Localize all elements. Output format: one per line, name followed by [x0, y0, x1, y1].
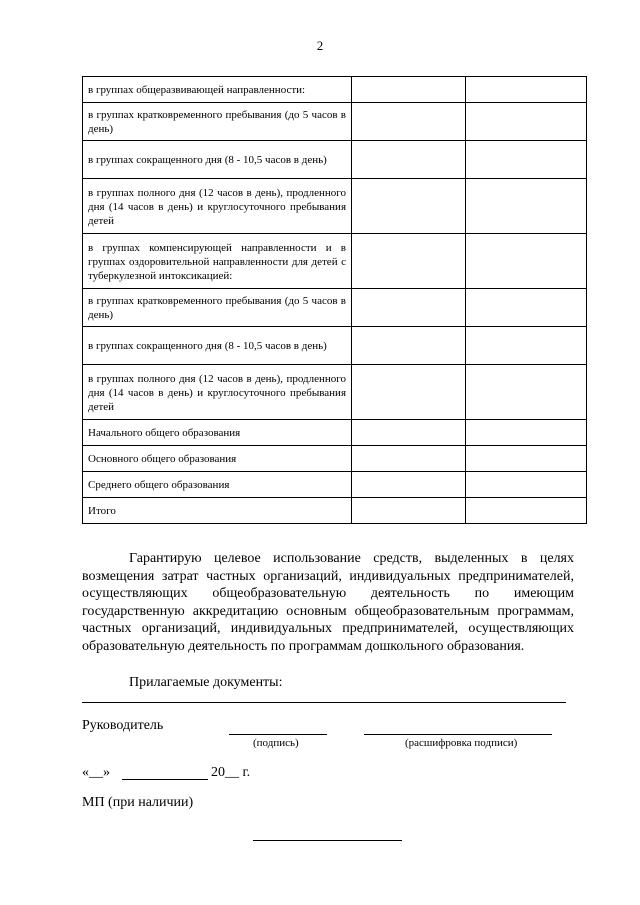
value-cell[interactable] [466, 103, 587, 141]
value-cell[interactable] [466, 472, 587, 498]
value-cell[interactable] [466, 420, 587, 446]
value-cell[interactable] [352, 141, 466, 179]
row-label: в группах кратковременного пребывания (до 5 часов в день) [83, 289, 352, 327]
table-row [83, 327, 587, 365]
date-year: 20__ г. [211, 765, 251, 780]
value-cell[interactable] [352, 103, 466, 141]
value-cell[interactable] [466, 234, 587, 289]
signature-decoding-caption: (расшифровка подписи) [405, 737, 518, 749]
signature-line[interactable] [229, 734, 327, 735]
table-row [83, 103, 587, 141]
value-cell[interactable] [352, 498, 466, 524]
row-label: в группах сокращенного дня (8 - 10,5 часов в день) [83, 141, 352, 179]
attached-documents-label: Прилагаемые документы: [129, 675, 283, 690]
value-cell[interactable] [352, 446, 466, 472]
value-cell[interactable] [352, 234, 466, 289]
value-cell[interactable] [466, 77, 587, 103]
value-cell[interactable] [466, 179, 587, 234]
row-label: в группах полного дня (12 часов в день), продленного дня (14 часов в день) и круглосуточного пребывания детей [83, 179, 352, 234]
row-label: в группах компенсирующей направленности и в группах оздоровительной направленности для детей с туберкулезной интоксикацией: [83, 234, 352, 289]
table-row [83, 498, 587, 524]
table-row [83, 472, 587, 498]
row-label: Среднего общего образования [83, 472, 352, 498]
row-label: в группах сокращенного дня (8 - 10,5 часов в день) [83, 327, 352, 365]
table-row [83, 234, 587, 289]
row-label: Основного общего образования [83, 446, 352, 472]
date-month-line[interactable] [122, 779, 208, 780]
value-cell[interactable] [466, 141, 587, 179]
table-row [83, 179, 587, 234]
table-row [83, 77, 587, 103]
row-label: Итого [83, 498, 352, 524]
guarantee-paragraph: Гарантирую целевое использование средств, выделенных в целях возмещения затрат частных организаций, индивидуальных предпринимателей, осуществляющих общеобразовательную деятельность по имеющим государственную аккредитацию основным общеобразовательным программам, частных организаций, индивидуальных предпринимателей, осуществляющих образовательную деятельность по программам дошкольного образования. [82, 551, 574, 654]
value-cell[interactable] [352, 179, 466, 234]
subsidy-table [82, 76, 587, 524]
table-row [83, 420, 587, 446]
page-number: 2 [316, 38, 324, 53]
attached-documents-line[interactable] [82, 702, 566, 703]
signature-caption: (подпись) [253, 737, 299, 749]
row-label: в группах общеразвивающей направленности: [83, 77, 352, 103]
head-label: Руководитель [82, 718, 164, 733]
value-cell[interactable] [352, 420, 466, 446]
row-label: Начального общего образования [83, 420, 352, 446]
value-cell[interactable] [466, 498, 587, 524]
value-cell[interactable] [466, 446, 587, 472]
row-label: в группах полного дня (12 часов в день), продленного дня (14 часов в день) и круглосуточного пребывания детей [83, 365, 352, 420]
value-cell[interactable] [352, 327, 466, 365]
value-cell[interactable] [352, 472, 466, 498]
value-cell[interactable] [352, 289, 466, 327]
value-cell[interactable] [466, 289, 587, 327]
table-row [83, 289, 587, 327]
value-cell[interactable] [352, 77, 466, 103]
signature-decoding-line[interactable] [364, 734, 552, 735]
value-cell[interactable] [466, 365, 587, 420]
row-label: в группах кратковременного пребывания (до 5 часов в день) [83, 103, 352, 141]
value-cell[interactable] [352, 365, 466, 420]
value-cell[interactable] [466, 327, 587, 365]
date-quote: «__» [82, 765, 110, 780]
table-row [83, 141, 587, 179]
stamp-label: МП (при наличии) [82, 795, 194, 810]
table-row [83, 446, 587, 472]
table-row [83, 365, 587, 420]
bottom-line [253, 840, 402, 841]
